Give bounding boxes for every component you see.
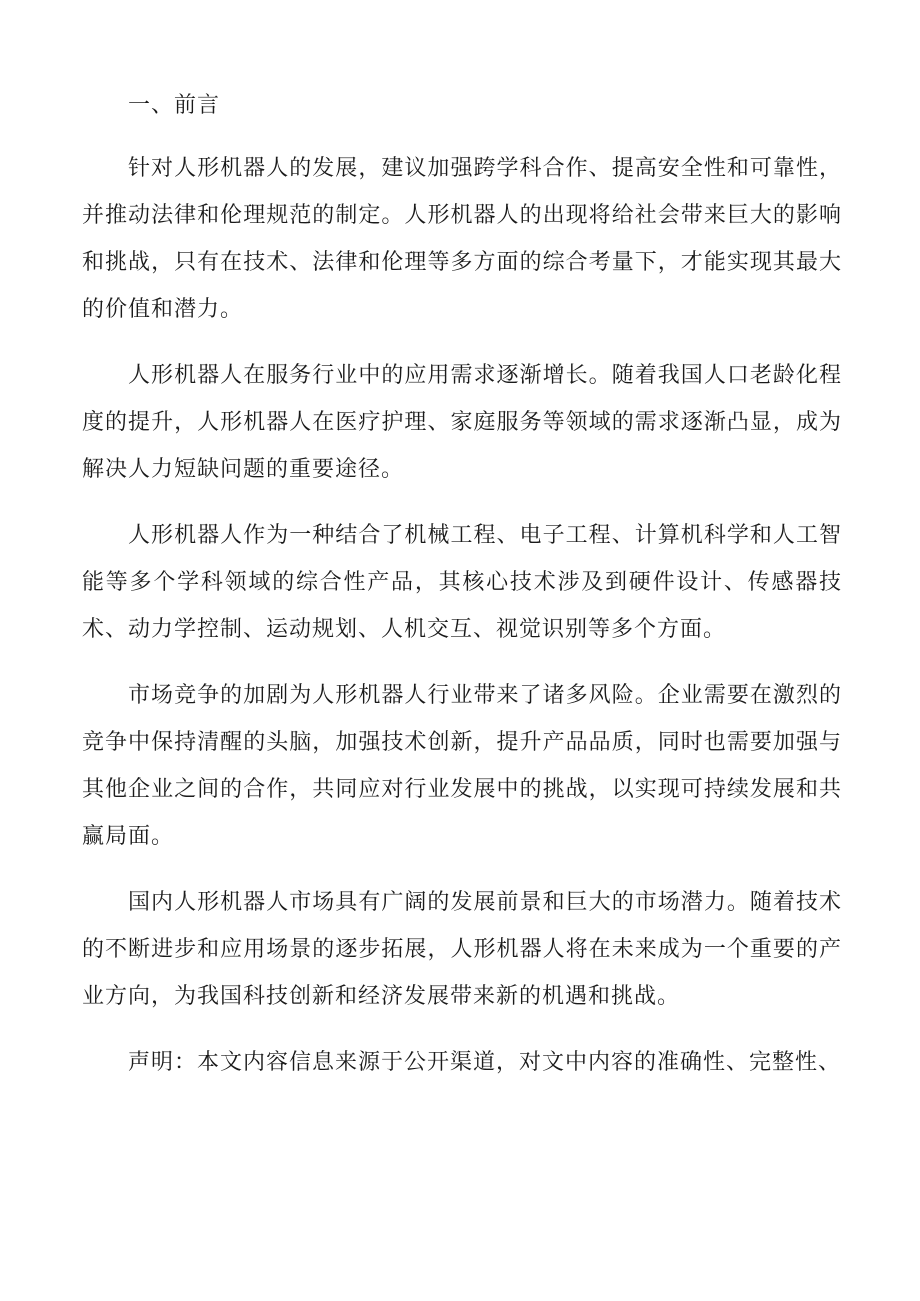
- paragraph-market-outlook: 国内人形机器人市场具有广阔的发展前景和巨大的市场潜力。随着技术的不断进步和应用场景的逐步拓展，人形机器人将在未来成为一个重要的产业方向，为我国科技创新和经济发展带来新的机遇和挑战。: [82, 890, 842, 1009]
- section-heading: 一、前言: [128, 93, 221, 118]
- paragraph-recommendations: 针对人形机器人的发展，建议加强跨学科合作、提高安全性和可靠性，并推动法律和伦理规范的制定。人形机器人的出现将给社会带来巨大的影响和挑战，只有在技术、法律和伦理等多方面的综合考量下，才能实现其最大的价值和潜力。: [82, 156, 842, 322]
- document-body: [82, 86, 842, 1086]
- paragraph-service-demand: 人形机器人在服务行业中的应用需求逐渐增长。随着我国人口老龄化程度的提升，人形机器人在医疗护理、家庭服务等领域的需求逐渐凸显，成为解决人力短缺问题的重要途径。: [82, 363, 842, 482]
- paragraph-core-technology: 人形机器人作为一种结合了机械工程、电子工程、计算机科学和人工智能等多个学科领域的综合性产品，其核心技术涉及到硬件设计、传感器技术、动力学控制、运动规划、人机交互、视觉识别等多个方面。: [82, 523, 842, 642]
- paragraph-disclaimer: 声明：本文内容信息来源于公开渠道，对文中内容的准确性、完整性、: [128, 1050, 842, 1075]
- paragraph-market-competition: 市场竞争的加剧为人形机器人行业带来了诸多风险。企业需要在激烈的竞争中保持清醒的头脑，加强技术创新，提升产品品质，同时也需要加强与其他企业之间的合作，共同应对行业发展中的挑战，以实现可持续发展和共赢局面。: [82, 683, 842, 849]
